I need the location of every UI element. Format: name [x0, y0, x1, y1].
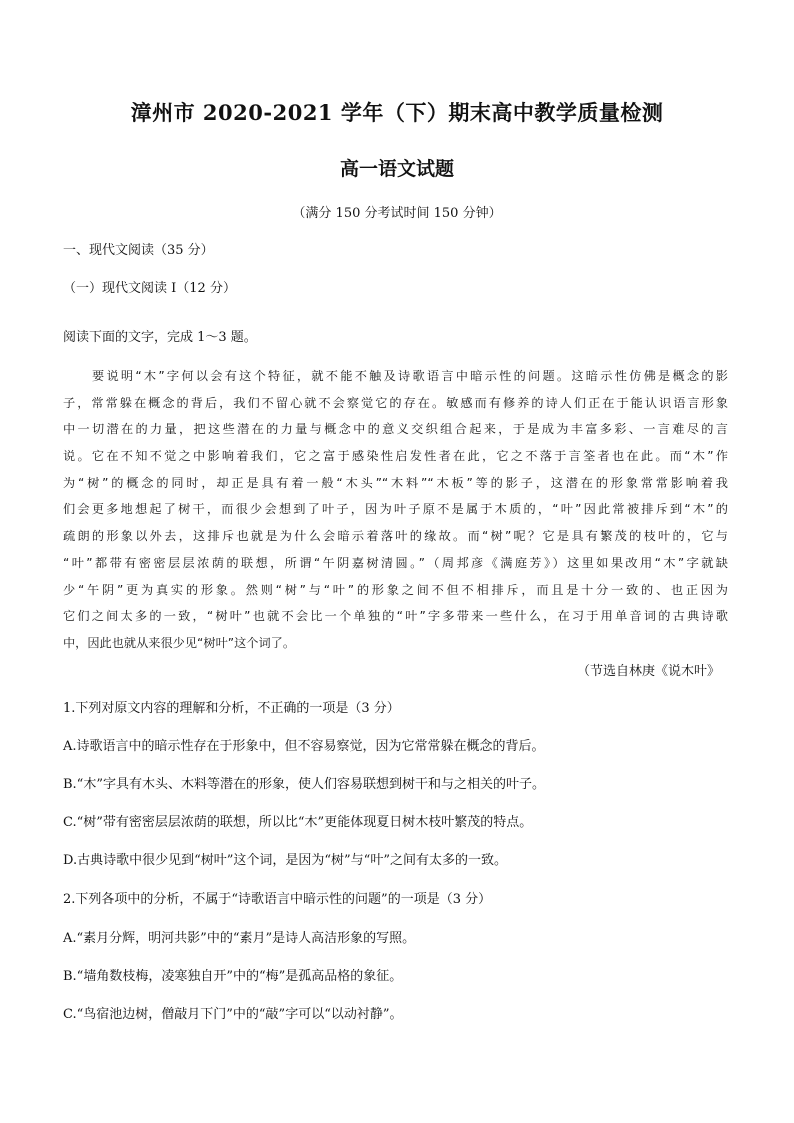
section-heading: 一、现代文阅读（35 分） [63, 243, 214, 258]
passage-line: 它们之间太多的一致，“树叶”也就不会比一个单独的“叶”字多带来一些什么，在习于用单音词的古典诗歌 [63, 609, 728, 624]
passage-line: 们会更多地想起了树干，而很少会想到了叶子，因为叶子原不是属于木质的，“叶”因此常被排斥到“木”的 [63, 502, 728, 517]
part-heading: （一）现代文阅读 I（12 分） [63, 281, 236, 296]
passage-line: 中一切潜在的力量，把这些潜在的力量与概念中的意义交织组合起来，于是成为丰富多彩、一言难尽的言 [63, 422, 728, 437]
passage-source: （节选自林庚《说木叶》 [576, 664, 720, 679]
exam-subject-title: 高一语文试题 [339, 158, 454, 180]
passage-line: 子，常常躲在概念的背后，我们不留心就不会察觉它的存在。敏感而有修养的诗人们正在于能认识语言形象 [63, 395, 728, 410]
reading-passage [63, 363, 728, 657]
passage-line: 说。它在不知不觉之中影响着我们，它之富于感染性启发性者在此，它之不落于言筌者也在此。而“木”作 [63, 449, 728, 464]
passage-line: 少“午阴”更为真实的形象。然则“树”与“叶”的形象之间不但不相排斥，而且是十分一致的、也正因为 [63, 582, 728, 597]
question-option: A.“素月分辉，明河共影”中的“素月”是诗人高洁形象的写照。 [63, 931, 416, 946]
question-option: A.诗歌语言中的暗示性存在于形象中，但不容易察觉，因为它常常躲在概念的背后。 [63, 739, 545, 754]
exam-score-time-note: （满分 150 分考试时间 150 分钟） [292, 206, 502, 221]
passage-line: 疏朗的形象以外去，这排斥也就是为什么会暗示着落叶的缘故。而“树”呢？它是具有繁茂的枝叶的，它与 [63, 529, 728, 544]
passage-line: “叶”都带有密密层层浓荫的联想，所谓“午阴嘉树清圆。”（周邦彦《满庭芳》）这里如果改用“木”字就缺 [63, 555, 728, 570]
reading-instruction: 阅读下面的文字，完成 1～3 题。 [63, 330, 257, 345]
question-option: C.“鸟宿池边树，僧敲月下门”中的“敲”字可以“以动衬静”。 [63, 1007, 403, 1022]
question-option: B.“墙角数枝梅，凌寒独自开”中的“梅”是孤高品格的象征。 [63, 969, 403, 984]
question-stem: 1.下列对原文内容的理解和分析，不正确的一项是（3 分） [63, 701, 400, 716]
passage-line: 中，因此也就从来很少见“树叶”这个词了。 [63, 635, 296, 650]
question-stem: 2.下列各项中的分析，不属于“诗歌语言中暗示性的问题”的一项是（3 分） [63, 892, 492, 907]
question-option: D.古典诗歌中很少见到“树叶”这个词，是因为“树”与“叶”之间有太多的一致。 [63, 853, 507, 868]
exam-main-title: 漳州市 2020-2021 学年（下）期末高中教学质量检测 [130, 100, 664, 125]
question-option: C.“树”带有密密层层浓荫的联想，所以比“木”更能体现夏日树木枝叶繁茂的特点。 [63, 815, 533, 830]
passage-line: 为“树”的概念的同时，却正是具有着一般“木头”“木料”“木板”等的影子，这潜在的形象常常影响着我 [63, 475, 728, 490]
passage-line: 要说明“木”字何以会有这个特征，就不能不触及诗歌语言中暗示性的问题。这暗示性仿佛是概念的影 [92, 369, 728, 383]
question-option: B.“木”字具有木头、木料等潜在的形象，使人们容易联想到树干和与之相关的叶子。 [63, 777, 545, 792]
